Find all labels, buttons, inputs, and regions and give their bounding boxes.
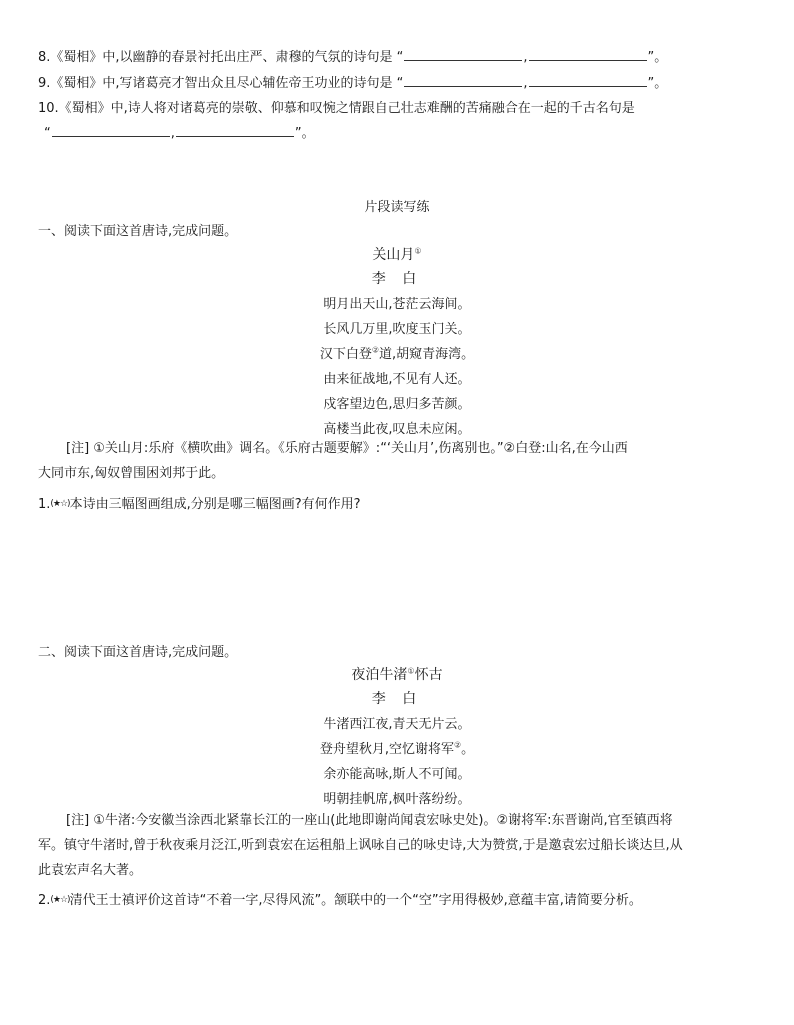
poem-line: 戍客望边色,思归多苦颜。: [323, 397, 471, 412]
footnote-ref: ②: [453, 740, 462, 750]
poem-line: 长风几万里,吹度玉门关。: [323, 322, 471, 337]
part2-instruction: 二、阅读下面这首唐诗,完成问题。: [38, 645, 238, 660]
separator: ,: [523, 76, 528, 91]
closing-quote: ”。: [647, 50, 668, 65]
answer-blank[interactable]: [529, 49, 647, 61]
poem-line: 余亦能高咏,斯人不可闻。: [323, 767, 471, 782]
difficulty-stars-icon: (★☆): [50, 499, 70, 509]
question-9-text: 9.《蜀相》中,写诸葛亮才智出众且尽心辅佐帝王功业的诗句是 “: [38, 76, 404, 91]
poem-line-part: 汉下白登: [319, 347, 372, 362]
question-10-line1: 10.《蜀相》中,诗人将对诸葛亮的崇敬、仰慕和叹惋之情跟自己壮志难酬的苦痛融合在一起的千古名句是: [38, 101, 635, 116]
part2-poem-title: [0, 664, 794, 684]
part2-note-line: 军。镇守牛渚时,曾于秋夜乘月泛江,听到袁宏在运租船上讽咏自己的咏史诗,大为赞赏,于是邀袁宏过船长谈达旦,从: [38, 838, 683, 853]
poem-title-text: 夜泊牛渚: [351, 667, 408, 683]
poem-line-part: 登舟望秋月,空忆谢将军: [319, 742, 454, 757]
closing-quote: ”。: [647, 76, 668, 91]
poem-line-part: 。: [461, 742, 475, 757]
answer-blank[interactable]: [176, 125, 294, 137]
answer-blank[interactable]: [52, 125, 170, 137]
difficulty-stars-icon: (★☆): [50, 895, 70, 905]
part2-note-line: [注] ①牛渚:今安徽当涂西北紧靠长江的一座山(此地即谢尚闻袁宏咏史处)。②谢将军:东晋谢尚,官至镇西将: [66, 813, 673, 828]
closing-quote: ”。: [294, 126, 315, 141]
part2-note-line: 此袁宏声名大著。: [38, 863, 143, 878]
poem-line: 高楼当此夜,叹息未应闲。: [323, 422, 471, 437]
question-number: 2.: [38, 893, 51, 908]
footnote-ref: ①: [414, 246, 422, 256]
separator: ,: [170, 126, 175, 141]
question-2: [38, 889, 642, 908]
answer-blank[interactable]: [529, 75, 647, 87]
footnote-ref: ①: [407, 666, 415, 676]
question-9: [38, 72, 667, 91]
part1-author: 李 白: [371, 271, 423, 287]
section-heading: 片段读写练: [364, 200, 430, 215]
question-8: [38, 46, 667, 65]
part1-note-line: 大同市东,匈奴曾围困刘邦于此。: [38, 466, 225, 481]
part1-instruction: 一、阅读下面这首唐诗,完成问题。: [38, 224, 238, 239]
question-text: 本诗由三幅图画组成,分别是哪三幅图画?有何作用?: [69, 497, 361, 512]
question-1: [38, 493, 361, 512]
poem-line: [0, 343, 794, 362]
part2-author: 李 白: [371, 691, 423, 707]
question-text: 清代王士禛评价这首诗“不着一字,尽得风流”。颔联中的一个“空”字用得极妙,意蕴丰富,请简要分析。: [69, 893, 642, 908]
poem-title-text: 怀古: [414, 667, 443, 683]
footnote-ref: ②: [371, 345, 380, 355]
separator: ,: [523, 50, 528, 65]
poem-line-part: 道,胡窥青海湾。: [379, 347, 475, 362]
poem-line: 牛渚西江夜,青天无片云。: [323, 717, 471, 732]
answer-blank[interactable]: [404, 75, 522, 87]
poem-line: [0, 738, 794, 757]
opening-quote: “: [44, 126, 51, 141]
question-8-text: 8.《蜀相》中,以幽静的春景衬托出庄严、肃穆的气氛的诗句是 “: [38, 50, 404, 65]
part1-note-line: [注] ①关山月:乐府《横吹曲》调名。《乐府古题要解》:“‘关山月’,伤离别也。”②白登:山名,在今山西: [66, 441, 628, 456]
poem-line: 明朝挂帆席,枫叶落纷纷。: [323, 792, 471, 807]
poem-line: 明月出天山,苍茫云海间。: [323, 297, 471, 312]
poem-line: 由来征战地,不见有人还。: [323, 372, 471, 387]
question-10-line2: [44, 122, 315, 141]
poem-title-text: 关山月: [372, 247, 415, 263]
answer-blank[interactable]: [404, 49, 522, 61]
question-number: 1.: [38, 497, 51, 512]
part1-poem-title: [0, 244, 794, 264]
